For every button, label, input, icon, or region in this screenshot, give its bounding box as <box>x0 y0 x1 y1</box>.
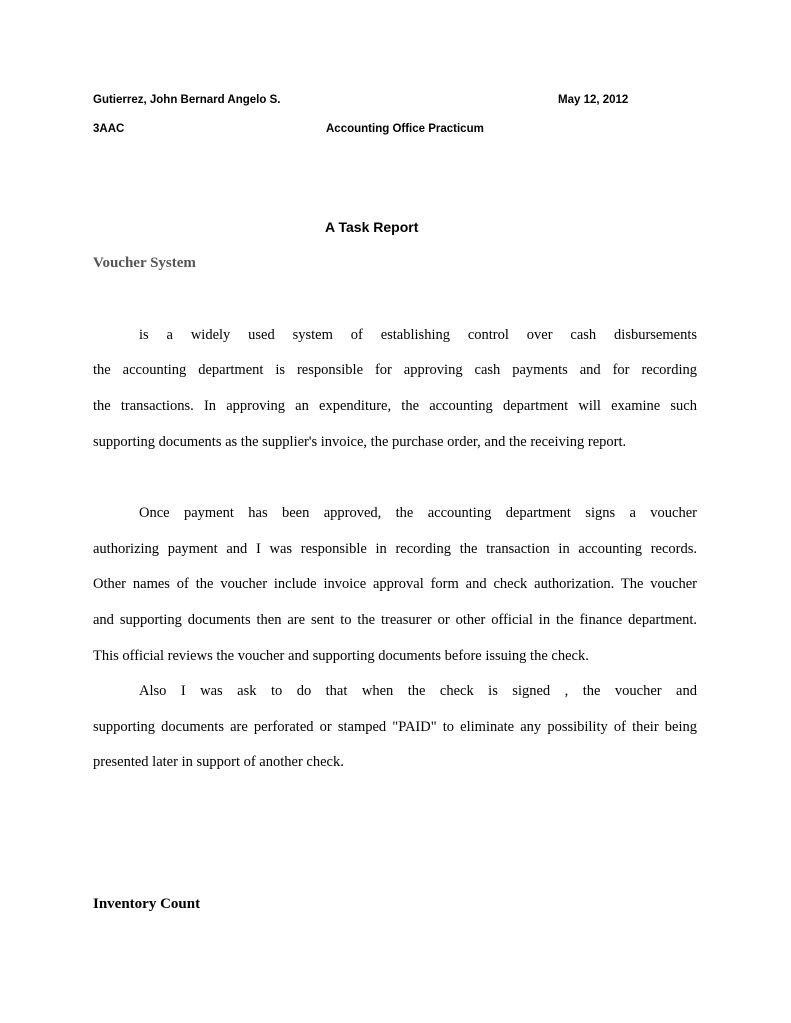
paragraph-line: and supporting documents then are sent to the treasurer or other official in the finance department. <box>93 612 697 628</box>
section-heading-inventory-count: Inventory Count <box>93 896 201 912</box>
paragraph-line: is a widely used system of establishing control over cash disbursements <box>139 327 697 343</box>
course-name: Accounting Office Practicum <box>326 123 484 135</box>
paragraph-line: supporting documents are perforated or stamped "PAID" to eliminate any possibility of their being <box>93 719 697 735</box>
paragraph-line: the transactions. In approving an expenditure, the accounting department will examine such <box>93 398 697 414</box>
paragraph-line: Other names of the voucher include invoice approval form and check authorization. The voucher <box>93 576 697 592</box>
paragraph-line: Also I was ask to do that when the check is signed , the voucher and <box>139 683 697 699</box>
paragraph-line: the accounting department is responsible for approving cash payments and for recording <box>93 362 697 378</box>
paragraph-line: supporting documents as the supplier's invoice, the purchase order, and the receiving report. <box>93 434 627 450</box>
paragraph-line: Once payment has been approved, the accounting department signs a voucher <box>139 505 697 521</box>
class-section: 3AAC <box>93 123 125 135</box>
student-name: Gutierrez, John Bernard Angelo S. <box>93 94 281 106</box>
paragraph-line: authorizing payment and I was responsible in recording the transaction in accounting records. <box>93 541 697 557</box>
document-title: A Task Report <box>325 219 419 235</box>
paragraph-line: This official reviews the voucher and supporting documents before issuing the check. <box>93 648 589 664</box>
report-date: May 12, 2012 <box>558 94 629 106</box>
paragraph-line: presented later in support of another check. <box>93 754 344 770</box>
section-heading-voucher-system: Voucher System <box>93 255 196 271</box>
